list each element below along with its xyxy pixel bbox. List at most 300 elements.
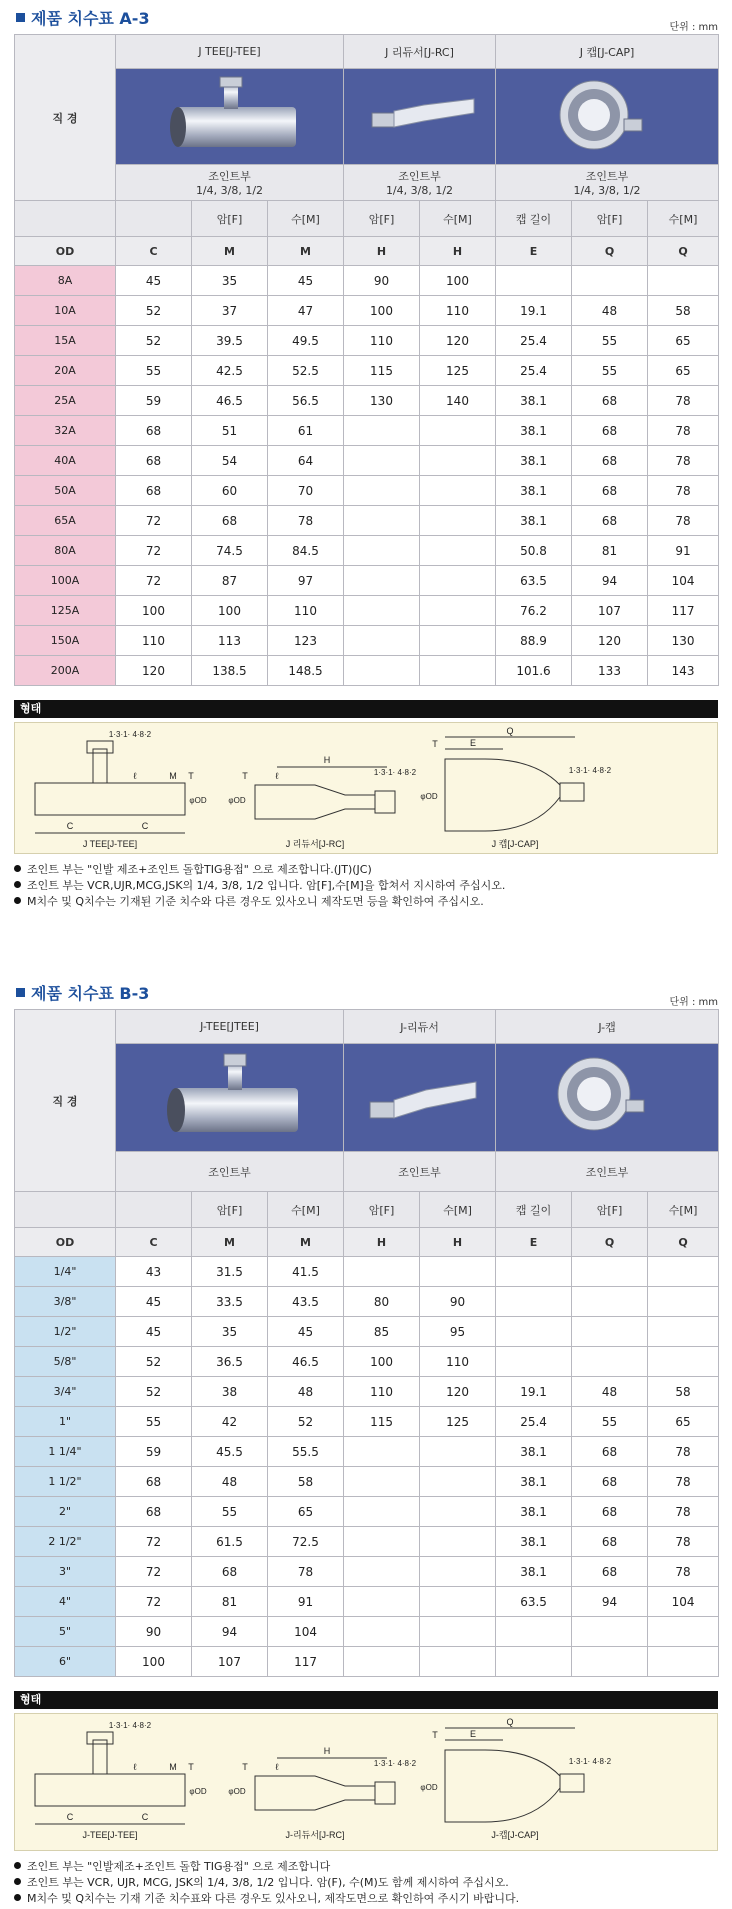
table-b-body: [15, 1257, 719, 1677]
value-cell: 47: [268, 296, 344, 326]
value-cell: 38: [192, 1377, 268, 1407]
value-cell: 55.5: [268, 1437, 344, 1467]
value-cell: [648, 1647, 719, 1677]
cap-dim-t: T: [432, 739, 438, 749]
shape-diagram-b: [14, 1713, 718, 1851]
tee-fraction-label: 1·3·1· 4·8·2: [108, 730, 152, 739]
value-cell: 100: [192, 596, 268, 626]
value-cell: 78: [648, 1497, 719, 1527]
table-row: [15, 416, 719, 446]
value-cell: [420, 1587, 496, 1617]
value-cell: 90: [344, 266, 420, 296]
reducer-outline: [255, 1776, 375, 1810]
value-cell: [344, 1527, 420, 1557]
value-cell: 94: [572, 566, 648, 596]
sub-header: 암[F]: [572, 1192, 648, 1228]
value-cell: [344, 1647, 420, 1677]
code-header: M: [268, 1228, 344, 1257]
value-cell: 115: [344, 1407, 420, 1437]
od-cell: 150A: [15, 626, 116, 656]
table-row: [15, 1377, 719, 1407]
table-row: [15, 1467, 719, 1497]
bullet-icon: [14, 897, 21, 904]
cap-dim-e: E: [469, 738, 477, 748]
cap-outline: [445, 759, 560, 831]
tee-joint-info: 조인트부 1/4, 3/8, 1/2: [116, 165, 344, 201]
group-header-tee: J TEE[J-TEE]: [116, 35, 344, 69]
value-cell: 68: [572, 1497, 648, 1527]
value-cell: 110: [344, 326, 420, 356]
value-cell: [496, 1617, 572, 1647]
table-row: [15, 1257, 719, 1287]
value-cell: 120: [116, 656, 192, 686]
od-cell: 1/2": [15, 1317, 116, 1347]
od-cell: 3/4": [15, 1377, 116, 1407]
value-cell: 37: [192, 296, 268, 326]
value-cell: [344, 1587, 420, 1617]
value-cell: 55: [572, 326, 648, 356]
reducer-photo-icon: [344, 69, 496, 161]
code-header: Q: [572, 1228, 648, 1257]
tee-dim-c: C: [141, 821, 149, 831]
value-cell: 107: [192, 1647, 268, 1677]
code-header: OD: [15, 237, 116, 266]
code-header: C: [116, 237, 192, 266]
sub-header: 암[F]: [192, 201, 268, 237]
table-row: [15, 386, 719, 416]
code-header: M: [268, 237, 344, 266]
value-cell: 38.1: [496, 1467, 572, 1497]
value-cell: 65: [648, 1407, 719, 1437]
value-cell: 31.5: [192, 1257, 268, 1287]
sub-header: 암[F]: [192, 1192, 268, 1228]
value-cell: 100: [420, 266, 496, 296]
value-cell: 74.5: [192, 536, 268, 566]
value-cell: 72: [116, 536, 192, 566]
value-cell: 123: [268, 626, 344, 656]
table-row: [15, 656, 719, 686]
reducer-caption: J-리듀서[J-RC]: [285, 1830, 345, 1840]
value-cell: 45.5: [192, 1437, 268, 1467]
code-header-row: [15, 237, 719, 266]
table-row: [15, 356, 719, 386]
code-header: Q: [648, 1228, 719, 1257]
value-cell: [420, 416, 496, 446]
cap-dim-q: Q: [506, 1717, 514, 1727]
value-cell: 100: [344, 296, 420, 326]
value-cell: [420, 1557, 496, 1587]
tee-dim-c: C: [66, 821, 74, 831]
od-cell: 3/8": [15, 1287, 116, 1317]
value-cell: 58: [648, 1377, 719, 1407]
table-row: [15, 1437, 719, 1467]
od-cell: 20A: [15, 356, 116, 386]
value-cell: 48: [572, 1377, 648, 1407]
value-cell: 78: [268, 1557, 344, 1587]
value-cell: 148.5: [268, 656, 344, 686]
tee-dim-m: M: [169, 1762, 177, 1772]
value-cell: [648, 1347, 719, 1377]
section-a: [14, 0, 718, 910]
cap-dim-od: φOD: [420, 792, 438, 801]
cap-dim-t: T: [432, 1730, 438, 1740]
od-cell: 50A: [15, 476, 116, 506]
table-row: [15, 446, 719, 476]
code-header: E: [496, 1228, 572, 1257]
value-cell: 38.1: [496, 1437, 572, 1467]
value-cell: 78: [648, 386, 719, 416]
tee-pipe-outline: [35, 783, 185, 815]
table-row: [15, 1587, 719, 1617]
value-cell: 55: [192, 1497, 268, 1527]
value-cell: 94: [572, 1587, 648, 1617]
code-header: Q: [648, 237, 719, 266]
reducer-nut-outline: [375, 1782, 395, 1804]
value-cell: [344, 446, 420, 476]
bullet-icon: [14, 1878, 21, 1885]
table-row: [15, 326, 719, 356]
table-row: [15, 1287, 719, 1317]
od-cell: 100A: [15, 566, 116, 596]
cap-dim-e: E: [469, 1729, 477, 1739]
value-cell: 88.9: [496, 626, 572, 656]
value-cell: [420, 1617, 496, 1647]
cap-photo-icon: [496, 69, 719, 161]
tee-branch-outline: [93, 749, 107, 783]
cap-caption: J 캡[J-CAP]: [491, 839, 539, 849]
od-cell: 3": [15, 1557, 116, 1587]
table-row: [15, 1407, 719, 1437]
value-cell: 94: [192, 1617, 268, 1647]
value-cell: 78: [268, 506, 344, 536]
value-cell: 61.5: [192, 1527, 268, 1557]
value-cell: [344, 506, 420, 536]
table-row: [15, 1347, 719, 1377]
reducer-dim-h: H: [323, 755, 331, 765]
value-cell: [648, 266, 719, 296]
bullet-icon: [14, 1894, 21, 1901]
value-cell: 76.2: [496, 596, 572, 626]
value-cell: 68: [572, 1467, 648, 1497]
value-cell: 78: [648, 1557, 719, 1587]
value-cell: 91: [648, 536, 719, 566]
note-item: M치수 및 Q치수는 기재 기준 치수표와 다른 경우도 있사오니, 제작도면으로 확인하여 주시기 바랍니다.: [14, 1891, 718, 1907]
value-cell: 25.4: [496, 1407, 572, 1437]
sub-header: [116, 201, 192, 237]
value-cell: 78: [648, 1437, 719, 1467]
value-cell: 45: [116, 1287, 192, 1317]
code-header: H: [420, 1228, 496, 1257]
value-cell: 68: [572, 1527, 648, 1557]
value-cell: 68: [572, 506, 648, 536]
value-cell: 60: [192, 476, 268, 506]
value-cell: [344, 416, 420, 446]
title-square-icon: [16, 13, 25, 22]
note-item: 조인트 부는 VCR,UJR,MCG,JSK의 1/4, 3/8, 1/2 입니다. 암[F],수[M]을 합쳐서 지시하여 주십시오.: [14, 878, 718, 894]
value-cell: 97: [268, 566, 344, 596]
shape-diagram-a: [14, 722, 718, 854]
tee-photo-cell: [116, 1044, 344, 1152]
value-cell: [420, 1527, 496, 1557]
cap-joint-info: 조인트부: [496, 1152, 719, 1192]
value-cell: 42: [192, 1407, 268, 1437]
value-cell: 51: [192, 416, 268, 446]
reducer-dim-t: T: [242, 771, 248, 781]
value-cell: 68: [572, 1557, 648, 1587]
value-cell: 87: [192, 566, 268, 596]
sub-header: 암[F]: [344, 1192, 420, 1228]
tee-dim-m: M: [169, 771, 177, 781]
value-cell: 78: [648, 506, 719, 536]
bullet-icon: [14, 865, 21, 872]
value-cell: 68: [192, 1557, 268, 1587]
notes-b: [14, 1859, 718, 1907]
value-cell: 48: [268, 1377, 344, 1407]
group-header-cap: J 캡[J-CAP]: [496, 35, 719, 69]
note-item: 조인트 부는 VCR, UJR, MCG, JSK의 1/4, 3/8, 1/2 입니다. 암(F), 수(M)도 함께 제시하여 주십시오.: [14, 1875, 718, 1891]
value-cell: [648, 1287, 719, 1317]
od-cell: 1": [15, 1407, 116, 1437]
tee-fraction-label: 1·3·1· 4·8·2: [108, 1721, 152, 1730]
reducer-photo-cell: [344, 69, 496, 165]
od-cell: 1 1/2": [15, 1467, 116, 1497]
value-cell: 138.5: [192, 656, 268, 686]
bullet-icon: [14, 881, 21, 888]
value-cell: [572, 1617, 648, 1647]
value-cell: 46.5: [192, 386, 268, 416]
value-cell: 100: [344, 1347, 420, 1377]
value-cell: 110: [420, 296, 496, 326]
od-cell: 4": [15, 1587, 116, 1617]
value-cell: 45: [268, 1317, 344, 1347]
value-cell: 100: [116, 1647, 192, 1677]
value-cell: [648, 1617, 719, 1647]
value-cell: 49.5: [268, 326, 344, 356]
reducer-caption: J 리듀서[J-RC]: [285, 839, 345, 849]
value-cell: 41.5: [268, 1257, 344, 1287]
value-cell: 107: [572, 596, 648, 626]
notes-a: [14, 862, 718, 910]
od-cell: 200A: [15, 656, 116, 686]
value-cell: 72.5: [268, 1527, 344, 1557]
value-cell: 130: [648, 626, 719, 656]
note-item: 조인트 부는 "인발 제조+조인트 돌합TIG용접" 으로 제조합니다.(JT)(JC): [14, 862, 718, 878]
value-cell: [420, 1497, 496, 1527]
value-cell: [496, 1287, 572, 1317]
value-cell: [572, 1647, 648, 1677]
table-row: [15, 536, 719, 566]
bullet-icon: [14, 1862, 21, 1869]
value-cell: 113: [192, 626, 268, 656]
tee-branch-outline: [93, 1740, 107, 1774]
value-cell: [344, 626, 420, 656]
value-cell: 38.1: [496, 476, 572, 506]
value-cell: [572, 1317, 648, 1347]
value-cell: 68: [116, 1467, 192, 1497]
value-cell: 90: [116, 1617, 192, 1647]
value-cell: 110: [420, 1347, 496, 1377]
table-row: [15, 1527, 719, 1557]
table-row: [15, 1497, 719, 1527]
value-cell: 55: [572, 1407, 648, 1437]
value-cell: 43.5: [268, 1287, 344, 1317]
value-cell: 38.1: [496, 446, 572, 476]
value-cell: 85: [344, 1317, 420, 1347]
od-cell: 5/8": [15, 1347, 116, 1377]
value-cell: 125: [420, 1407, 496, 1437]
cap-caption: J-캡[J-CAP]: [491, 1830, 539, 1840]
value-cell: 65: [648, 356, 719, 386]
table-row: [15, 566, 719, 596]
table-row: [15, 1647, 719, 1677]
od-cell: 10A: [15, 296, 116, 326]
table-row: [15, 1617, 719, 1647]
sub-header: 수[M]: [420, 201, 496, 237]
value-cell: 63.5: [496, 1587, 572, 1617]
value-cell: 68: [572, 1437, 648, 1467]
value-cell: 56.5: [268, 386, 344, 416]
table-row: [15, 266, 719, 296]
value-cell: [572, 1287, 648, 1317]
value-cell: 68: [116, 476, 192, 506]
sub-header: 수[M]: [648, 1192, 719, 1228]
table-row: [15, 506, 719, 536]
value-cell: 68: [116, 446, 192, 476]
table-row: [15, 1317, 719, 1347]
tee-dim-t: T: [188, 1762, 194, 1772]
group-header-tee: J-TEE[JTEE]: [116, 1010, 344, 1044]
tee-dim-c: C: [66, 1812, 74, 1822]
value-cell: 50.8: [496, 536, 572, 566]
section-b-unit: 단위 : mm: [669, 997, 718, 1008]
table-a-body: [15, 266, 719, 686]
value-cell: 117: [268, 1647, 344, 1677]
value-cell: 95: [420, 1317, 496, 1347]
value-cell: 84.5: [268, 536, 344, 566]
cap-outline: [445, 1750, 560, 1822]
value-cell: 59: [116, 386, 192, 416]
value-cell: 68: [116, 1497, 192, 1527]
sub-header: 수[M]: [420, 1192, 496, 1228]
value-cell: 78: [648, 1467, 719, 1497]
value-cell: 104: [648, 1587, 719, 1617]
value-cell: 38.1: [496, 506, 572, 536]
tee-pipe-outline: [35, 1774, 185, 1806]
od-cell: 8A: [15, 266, 116, 296]
sub-header: 캡 길이: [496, 1192, 572, 1228]
reducer-dim-od: φOD: [228, 796, 246, 805]
section-a-title: 제품 치수표 A-3: [16, 6, 150, 29]
value-cell: 52: [116, 1377, 192, 1407]
tee-dim-l: ℓ: [133, 1762, 137, 1772]
od-cell: 2": [15, 1497, 116, 1527]
value-cell: 38.1: [496, 1557, 572, 1587]
value-cell: 68: [572, 386, 648, 416]
group-header-reducer: J-리듀서: [344, 1010, 496, 1044]
value-cell: [344, 596, 420, 626]
od-cell: 125A: [15, 596, 116, 626]
value-cell: [572, 266, 648, 296]
value-cell: 104: [268, 1617, 344, 1647]
od-cell: 40A: [15, 446, 116, 476]
value-cell: 58: [268, 1467, 344, 1497]
value-cell: [344, 1437, 420, 1467]
code-header: Q: [572, 237, 648, 266]
value-cell: [420, 566, 496, 596]
code-header: H: [344, 237, 420, 266]
value-cell: 65: [648, 326, 719, 356]
value-cell: 52.5: [268, 356, 344, 386]
cap-dim-od: φOD: [420, 1783, 438, 1792]
od-cell: 1/4": [15, 1257, 116, 1287]
value-cell: 143: [648, 656, 719, 686]
sub-header: 암[F]: [572, 201, 648, 237]
value-cell: 68: [572, 476, 648, 506]
od-cell: 80A: [15, 536, 116, 566]
value-cell: 90: [420, 1287, 496, 1317]
value-cell: [344, 476, 420, 506]
value-cell: 104: [648, 566, 719, 596]
reducer-joint-info: 조인트부 1/4, 3/8, 1/2: [344, 165, 496, 201]
shape-bar-b: 형태: [14, 1691, 718, 1709]
section-b-header: [14, 975, 718, 1009]
od-cell: 65A: [15, 506, 116, 536]
code-header: C: [116, 1228, 192, 1257]
cap-joint-info: 조인트부 1/4, 3/8, 1/2: [496, 165, 719, 201]
reducer-dim-l: ℓ: [275, 771, 279, 781]
value-cell: 130: [344, 386, 420, 416]
value-cell: 65: [268, 1497, 344, 1527]
value-cell: [420, 446, 496, 476]
value-cell: 100: [116, 596, 192, 626]
reducer-photo-icon: [344, 1044, 496, 1148]
value-cell: 19.1: [496, 1377, 572, 1407]
tee-dim-c: C: [141, 1812, 149, 1822]
value-cell: 78: [648, 416, 719, 446]
diameter-label: 직 경: [15, 1010, 116, 1192]
value-cell: [496, 266, 572, 296]
value-cell: 64: [268, 446, 344, 476]
value-cell: 133: [572, 656, 648, 686]
value-cell: 55: [116, 1407, 192, 1437]
value-cell: 38.1: [496, 416, 572, 446]
value-cell: [496, 1257, 572, 1287]
reducer-dim-od: φOD: [228, 1787, 246, 1796]
value-cell: [420, 656, 496, 686]
od-cell: 5": [15, 1617, 116, 1647]
value-cell: [344, 1467, 420, 1497]
reducer-fraction-label: 1·3·1· 4·8·2: [373, 1759, 417, 1768]
group-header-cap: J-캡: [496, 1010, 719, 1044]
section-b: [14, 975, 718, 1907]
code-header: M: [192, 1228, 268, 1257]
value-cell: 110: [268, 596, 344, 626]
value-cell: 19.1: [496, 296, 572, 326]
od-cell: 25A: [15, 386, 116, 416]
value-cell: [420, 1437, 496, 1467]
value-cell: 45: [116, 266, 192, 296]
od-cell: 1 1/4": [15, 1437, 116, 1467]
value-cell: 72: [116, 566, 192, 596]
table-row: [15, 1557, 719, 1587]
value-cell: 68: [116, 416, 192, 446]
value-cell: 52: [116, 326, 192, 356]
value-cell: [420, 506, 496, 536]
note-item: 조인트 부는 "인발제조+조인트 돌합 TIG용접" 으로 제조합니다: [14, 1859, 718, 1875]
value-cell: [420, 1257, 496, 1287]
od-cell: 32A: [15, 416, 116, 446]
value-cell: 68: [572, 446, 648, 476]
